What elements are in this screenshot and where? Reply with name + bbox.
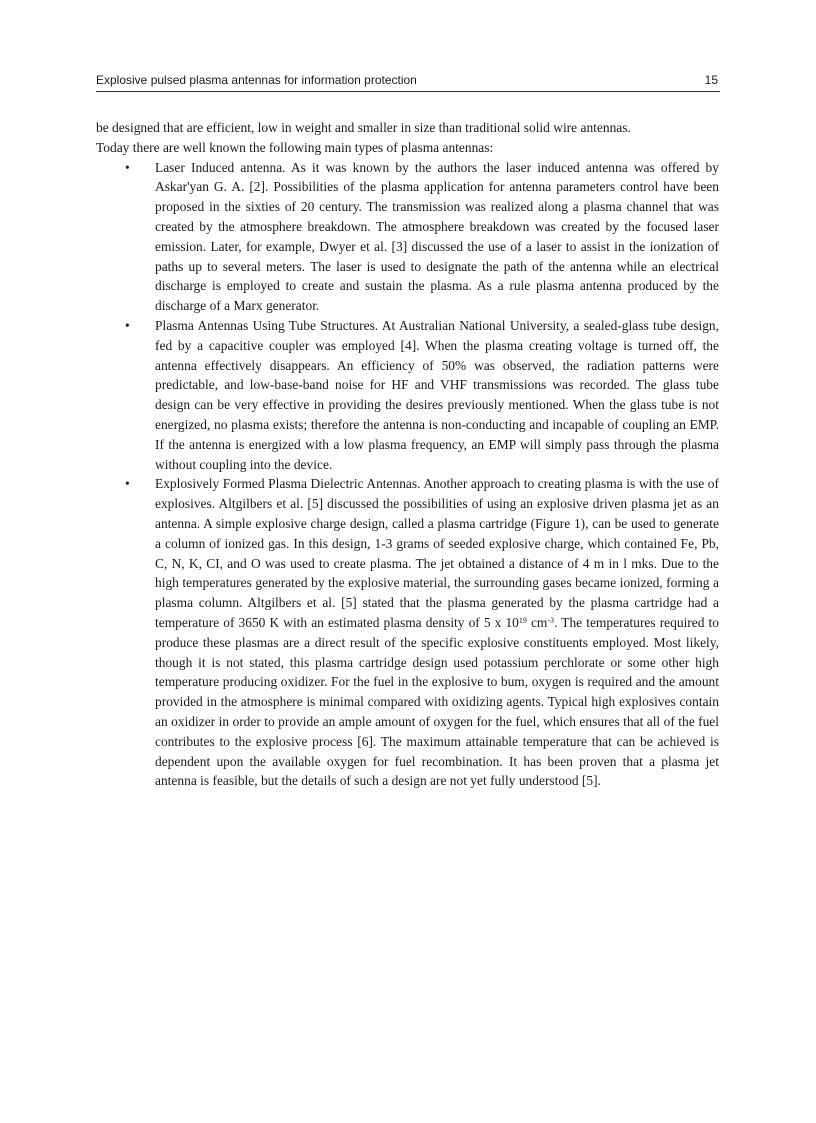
page-header [96, 71, 720, 92]
bullet-icon: • [125, 317, 130, 333]
bullet-icon: • [125, 476, 130, 492]
list-item-text [155, 474, 719, 791]
antenna-types-list [96, 158, 719, 792]
list-item [96, 158, 719, 316]
density-unit: cm [526, 614, 548, 630]
list-item [96, 474, 719, 791]
intro-paragraph: be designed that are efficient, low in weight and smaller in size than traditional solid wire antennas. [96, 120, 631, 135]
list-item-text: Laser Induced antenna. As it was known by the authors the laser induced antenna was offered by Askar'yan G. A. [2]. Possibilities of the plasma application for antenna parameters control have been proposed in the sixties of 20 century. The transmission was realized along a plasma channel that was created by the atmosphere breakdown. The atmosphere breakdown was created by the focused laser emission. Later, for example, Dwyer et al. [3] discussed the use of a laser to assist in the ionization of paths up to several meters. The laser is used to designate the path of the antenna while an electrical discharge is employed to create and sustain the plasma. As a rule plasma antenna produced by the discharge of a Marx generator. [155, 159, 719, 314]
density-exponent: 19 [518, 615, 527, 625]
bullet-icon: • [125, 159, 130, 175]
body-text [96, 118, 719, 791]
unit-exponent: -3 [547, 615, 555, 625]
text-after-density: . The temperatures required to produce these plasmas are a direct result of the specific explosive constituents employed. Most likely, though it is not stated, this plasma cartridge design used potassium perchlorate or some other high temperature producing oxidizer. For the fuel in the explosive to bum, oxygen is required and the amount provided in the atmosphere is minimal compared with oxidizing agents. Typical high explosives contain an oxidizer in order to provide an ample amount of oxygen for the fuel, which ensures that all of the fuel contributes to the explosive process [6]. The maximum attainable temperature that can be achieved is dependent upon the available oxygen for fuel recombination. It has been proven that a plasma jet antenna is feasible, but the details of such a design are not yet fully understood [5]. [155, 614, 719, 789]
text-before-density: Explosively Formed Plasma Dielectric Antennas. Another approach to creating plasma is with the use of explosives. Altgilbers et al. [5] discussed the possibilities of using an explosive driven plasma jet as an antenna. A simple explosive charge design, called a plasma cartridge (Figure 1), can be used to generate a column of ionized gas. In this design, 1-3 grams of seeded explosive charge, which contained Fe, Pb, C, N, K, CI, and O was used to create plasma. The jet obtained a distance of 4 m in l mks. Due to the high temperatures generated by the explosive material, the surrounding gases became ionized, forming a plasma column. Altgilbers et al. [5] stated that the plasma generated by the plasma cartridge had a temperature of 3650 K with an estimated plasma density of 5 x 10 [155, 476, 719, 630]
list-intro: Today there are well known the following main types of plasma antennas: [96, 139, 494, 155]
page-number: 15 [704, 73, 718, 87]
running-title: Explosive pulsed plasma antennas for information protection [96, 73, 417, 87]
list-item-text: Plasma Antennas Using Tube Structures. At Australian National University, a sealed-glass tube design, fed by a capacitive coupler was employed [4]. When the plasma creating voltage is turned off, the antenna effectively disappears. An efficiency of 50% was observed, the radiation patterns were predictable, and low-base-band noise for HF and VHF transmissions was recorded. The glass tube design can be very effective in providing the desires previously mentioned. When the glass tube is not energized, no plasma exists; therefore the antenna is non-conducting and incapable of coupling an EMP. If the antenna is energized with a low plasma frequency, an EMP will simply pass through the plasma without coupling into the device. [155, 317, 719, 472]
list-item [96, 316, 719, 474]
